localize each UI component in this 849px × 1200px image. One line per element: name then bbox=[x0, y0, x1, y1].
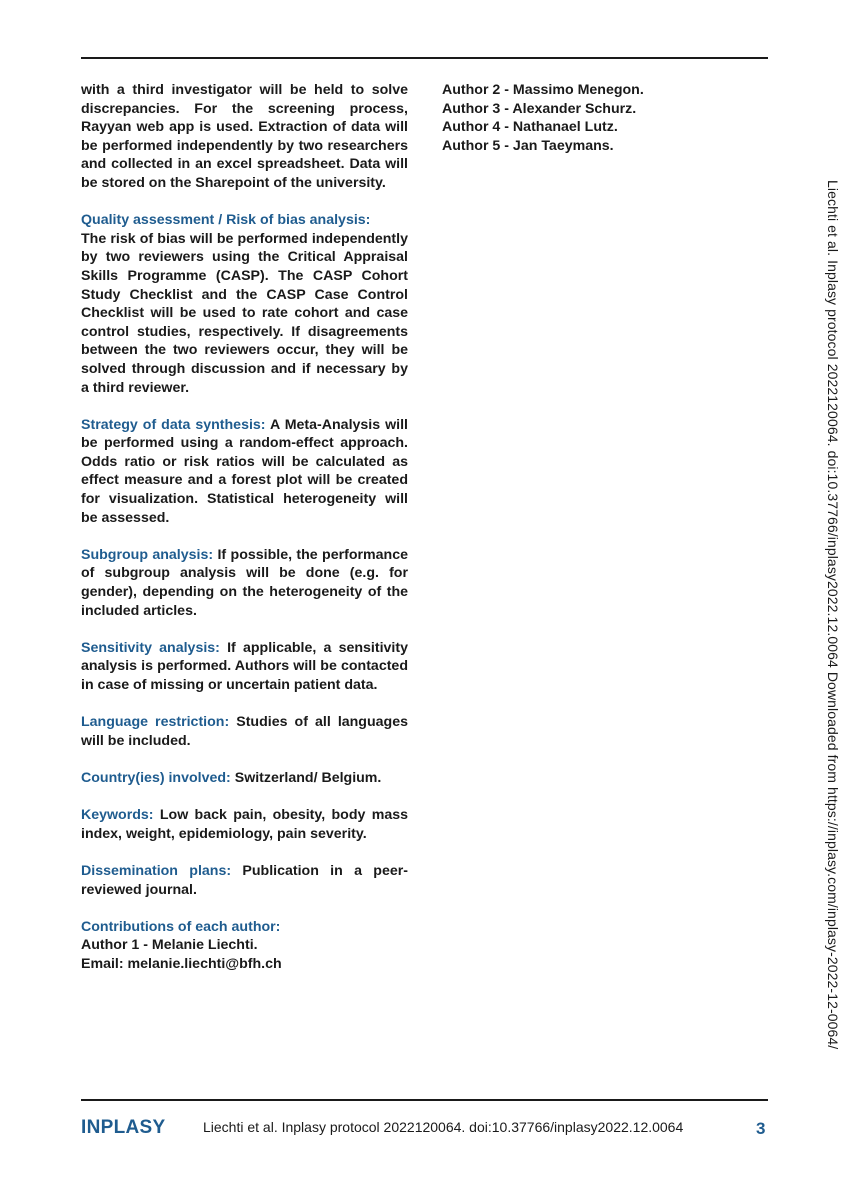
right-column bbox=[442, 81, 772, 155]
section-heading: Quality assessment / Risk of bias analysis: bbox=[81, 212, 371, 229]
section-body: The risk of bias will be performed independently by two reviewers using the Critical Appraisal Skills Programme (CASP). The CASP Cohort Study Checklist and the CASP Case Control Checklist will be used to rate cohort and case control studies, respectively. If disagreements between the two reviewers occur, they will be solved through discussion and if necessary by a third reviewer. bbox=[81, 230, 408, 396]
section-heading: Country(ies) involved: bbox=[81, 769, 231, 786]
section-dissemination-plans bbox=[81, 862, 408, 899]
author-line: Author 5 - Jan Taeymans. bbox=[442, 137, 614, 154]
section-countries-involved bbox=[81, 769, 408, 788]
bottom-rule bbox=[81, 1099, 768, 1101]
section-heading: Contributions of each author: bbox=[81, 918, 281, 935]
section-contributions bbox=[81, 918, 408, 974]
section-body: Publication in a peer-reviewed journal. bbox=[81, 862, 408, 898]
paragraph-text: with a third investigator will be held to solve discrepancies. For the screening process, Rayyan web app is used. Extraction of data will be performed independently by two researchers and collected in an excel spreadsheet. Data will be stored on the Sharepoint of the university. bbox=[81, 82, 408, 191]
author-line: Author 3 - Alexander Schurz. bbox=[442, 100, 637, 117]
section-keywords bbox=[81, 806, 408, 843]
author-line: Author 2 - Massimo Menegon. bbox=[442, 82, 644, 98]
footer-citation: Liechti et al. Inplasy protocol 2022120064. doi:10.37766/inplasy2022.12.0064 bbox=[203, 1119, 684, 1135]
top-rule bbox=[81, 57, 768, 59]
section-body: Switzerland/ Belgium. bbox=[234, 769, 382, 786]
section-body: Studies of all languages will be included. bbox=[81, 714, 408, 749]
section-heading: Subgroup analysis: bbox=[81, 546, 214, 563]
section-language-restriction bbox=[81, 713, 408, 750]
left-column bbox=[81, 81, 408, 974]
section-body: If possible, the performance of subgroup analysis will be done (e.g. for gender), depending on the heterogeneity of the included articles. bbox=[81, 546, 408, 619]
author-1-email: Email: melanie.liechti@bfh.ch bbox=[81, 955, 282, 972]
side-download-notice: Liechti et al. Inplasy protocol 2022120064. doi:10.37766/inplasy2022.12.0064 Downloaded from https://inplasy.com/inplasy-2022-12-0064/ bbox=[825, 180, 841, 1050]
section-heading: Language restriction: bbox=[81, 714, 230, 731]
author-1-line: Author 1 - Melanie Liechti. bbox=[81, 937, 258, 954]
section-body: A Meta-Analysis will be performed using a random-effect approach. Odds ratio or risk ratios will be calculated as effect measure and a forest plot will be created for visualization. Statistical heterogeneity will be assessed. bbox=[81, 416, 408, 526]
section-quality-assessment bbox=[81, 211, 408, 397]
page-number: 3 bbox=[756, 1119, 766, 1138]
section-body: Low back pain, obesity, body mass index, weight, epidemiology, pain severity. bbox=[81, 807, 408, 842]
paragraph-data-extraction bbox=[81, 81, 408, 193]
section-sensitivity-analysis bbox=[81, 639, 408, 695]
section-body: If applicable, a sensitivity analysis is performed. Authors will be contacted in case of missing or uncertain patient data. bbox=[81, 639, 408, 693]
page-footer bbox=[0, 1117, 849, 1147]
brand-logo-text: INPLASY bbox=[81, 1117, 166, 1138]
section-data-synthesis bbox=[81, 416, 408, 528]
section-heading: Keywords: bbox=[81, 807, 154, 824]
author-line: Author 4 - Nathanael Lutz. bbox=[442, 119, 618, 136]
section-subgroup-analysis bbox=[81, 546, 408, 620]
section-heading: Strategy of data synthesis: bbox=[81, 416, 266, 433]
section-heading: Sensitivity analysis: bbox=[81, 639, 220, 656]
section-heading: Dissemination plans: bbox=[81, 862, 232, 879]
